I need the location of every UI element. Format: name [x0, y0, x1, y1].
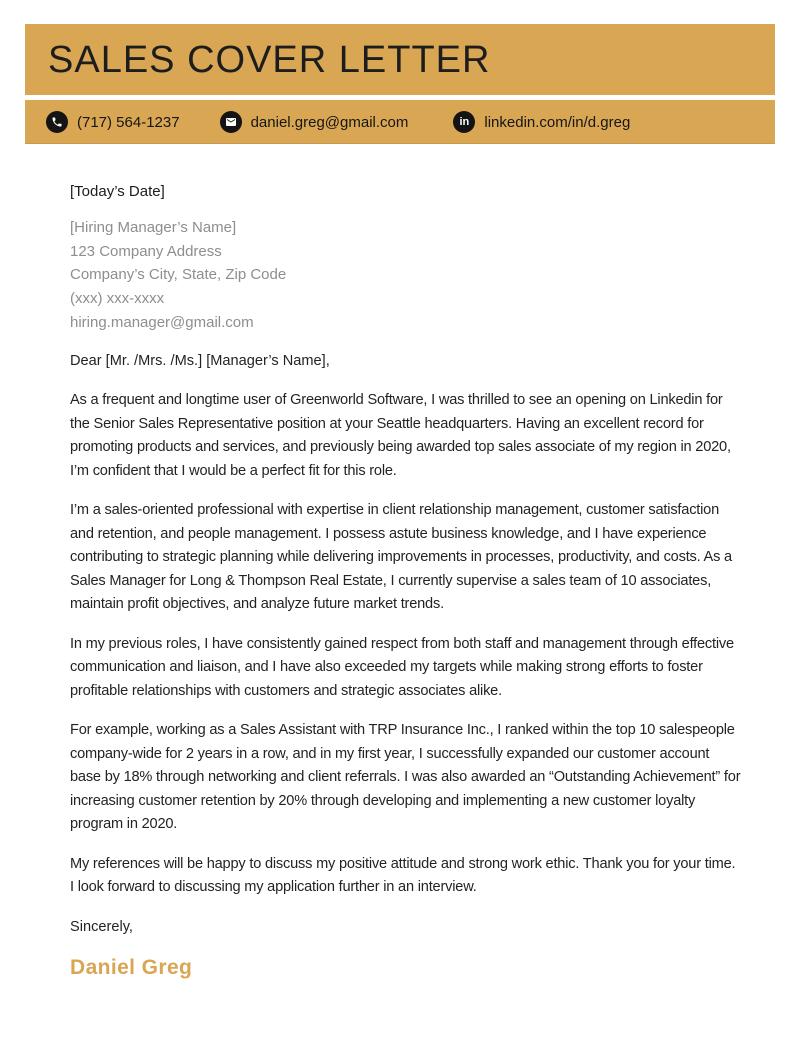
recipient-phone: (xxx) xxx-xxxx [70, 290, 165, 308]
phone-number: (717) 564-1237 [77, 113, 180, 131]
email-address: daniel.greg@gmail.com [250, 113, 409, 131]
contact-bar [25, 100, 775, 144]
contact-email[interactable] [220, 111, 409, 133]
recipient-email: hiring.manager@gmail.com [70, 313, 254, 331]
letter-header [25, 24, 775, 144]
paragraph-intro: As a frequent and longtime user of Greenworld Software, I was thrilled to see an opening on Linkedin for the Senior Sales Representative position at your Seattle headquarters. Having an excellent record for promoting products and services, and previously being awarded top sales associate of my region in 2020, I’m confident that I would be a perfect fit for this role. [70, 392, 731, 479]
letter-body [70, 182, 742, 980]
recipient-name: [Hiring Manager’s Name] [70, 219, 237, 236]
linkedin-url: linkedin.com/in/d.greg [484, 113, 631, 131]
salutation: Dear [Mr. /Mrs. /Ms.] [Manager’s Name], [70, 352, 330, 369]
title-band [25, 24, 775, 95]
paragraph-achievements: For example, working as a Sales Assistant with TRP Insurance Inc., I ranked within the top 10 salespeople company-wide for 2 years in a row, and in my first year, I successfully expanded our customer account base by 18% through networking and client referrals. I was also awarded an “Outstanding Achievement” for increasing customer retention by 20% through developing and implementing a new customer loyalty program in 2020. [70, 722, 741, 833]
recipient-address: 123 Company Address [70, 242, 222, 260]
email-icon [220, 111, 242, 133]
signature: Daniel Greg [70, 956, 193, 980]
contact-phone[interactable] [46, 111, 180, 133]
cover-letter-page [0, 24, 800, 1059]
paragraph-previous-roles: In my previous roles, I have consistently gained respect from both staff and management through effective communication and liaison, and I have also exceeded my targets while making strong efforts to foster profitable relationships with customers and strategic associates alike. [70, 635, 734, 699]
recipient-city-state-zip: Company’s City, State, Zip Code [70, 266, 287, 284]
today-date: [Today’s Date] [70, 183, 165, 200]
paragraph-expertise: I’m a sales-oriented professional with expertise in client relationship management, customer satisfaction and retention, and people management. I possess astute business knowledge, and I have experience contributing to strategic planning while delivering improvements in processes, productivity, and costs. As a Sales Manager for Long & Thompson Real Estate, I currently supervise a sales team of 10 associates, maintain profit objectives, and analyze future market trends. [70, 502, 732, 613]
paragraph-references: My references will be happy to discuss my positive attitude and strong work ethic. Thank you for your time. I look forward to discussing my application further in an interview. [70, 855, 736, 896]
phone-icon [46, 111, 68, 133]
recipient-block [70, 216, 742, 335]
closing: Sincerely, [70, 918, 133, 935]
page-title: SALES COVER LETTER [48, 38, 491, 81]
contact-linkedin[interactable] [453, 111, 630, 133]
linkedin-icon: in [453, 111, 475, 133]
